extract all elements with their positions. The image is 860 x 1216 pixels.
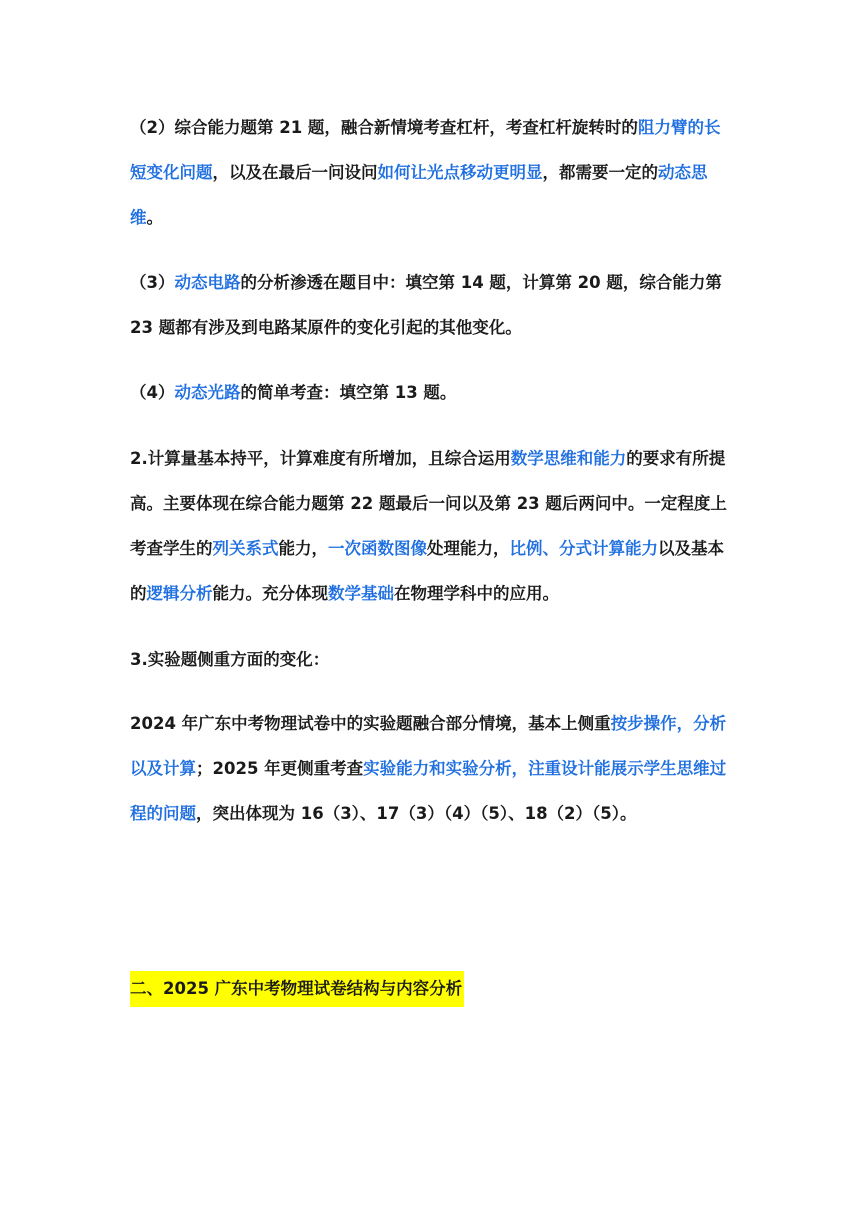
text-run: （4）: [130, 383, 175, 402]
text-run: 能力。充分体现: [212, 584, 328, 603]
text-run: 的要求有所提高。主要体现在综合能力题第 22 题最后一问以及第 23 题后两问中。一定程度上考查学生的: [130, 449, 727, 558]
paragraph-calculation: [130, 436, 730, 616]
text-run: ；2025 年更侧重考查: [196, 759, 364, 778]
paragraph-dynamic-optics: [130, 370, 730, 415]
highlight-text: 如何让光点移动更明显: [377, 163, 543, 182]
paragraph-experiment-heading: [130, 637, 730, 682]
highlight-text: 动态思维: [130, 163, 708, 227]
highlight-text: 数学思维和能力: [510, 449, 627, 468]
highlight-text: 按步操作，分析以及计算: [130, 714, 727, 778]
text-run: 的简单考查：填空第 13 题。: [240, 383, 457, 402]
text-run: （3）: [130, 273, 175, 292]
highlight-text: 动态电路: [174, 273, 241, 292]
text-run: 2024 年广东中考物理试卷中的实验题融合部分情境，基本上侧重: [130, 714, 611, 733]
text-run: 在物理学科中的应用。: [394, 584, 559, 603]
highlight-text: 逻辑分析: [146, 584, 213, 603]
text-run: ，都需要一定的: [542, 163, 658, 182]
text-run: 能力，: [278, 539, 328, 558]
paragraph-lever-question: [130, 105, 730, 240]
highlight-text: 数学基础: [328, 584, 394, 603]
paragraph-dynamic-circuit: [130, 260, 730, 350]
section-title: 二、2025 广东中考物理试卷结构与内容分析: [130, 971, 464, 1007]
highlight-text: 比例、分式计算能力: [509, 539, 658, 558]
paragraph-experiment-changes: [130, 701, 730, 836]
text-run: （2）综合能力题第 21 题，融合新情境考查杠杆，考查杠杆旋转时的: [130, 118, 638, 137]
highlight-text: 一次函数图像: [328, 539, 427, 558]
highlight-text: 列关系式: [212, 539, 279, 558]
highlight-text: 实验能力和实验分析，注重设计能展示学生思维过程的问题: [130, 759, 727, 823]
highlight-text: 阻力臂的长短变化问题: [130, 118, 721, 182]
text-run: 的分析渗透在题目中：填空第 14 题，计算第 20 题，综合能力第 23 题都有涉及到电路某原件的变化引起的其他变化。: [130, 273, 722, 337]
text-run: 3.实验题侧重方面的变化：: [130, 650, 330, 669]
highlight-text: 动态光路: [174, 383, 241, 402]
text-run: 以及基本的: [130, 539, 724, 603]
text-run: ，突出体现为 16（3）、17（3）（4）（5）、18（2）（5）。: [196, 804, 637, 823]
text-run: ，以及在最后一问设问: [212, 163, 378, 182]
text-run: 2.计算量基本持平，计算难度有所增加，且综合运用: [130, 449, 511, 468]
text-run: 。: [146, 208, 163, 227]
text-run: 处理能力，: [427, 539, 510, 558]
